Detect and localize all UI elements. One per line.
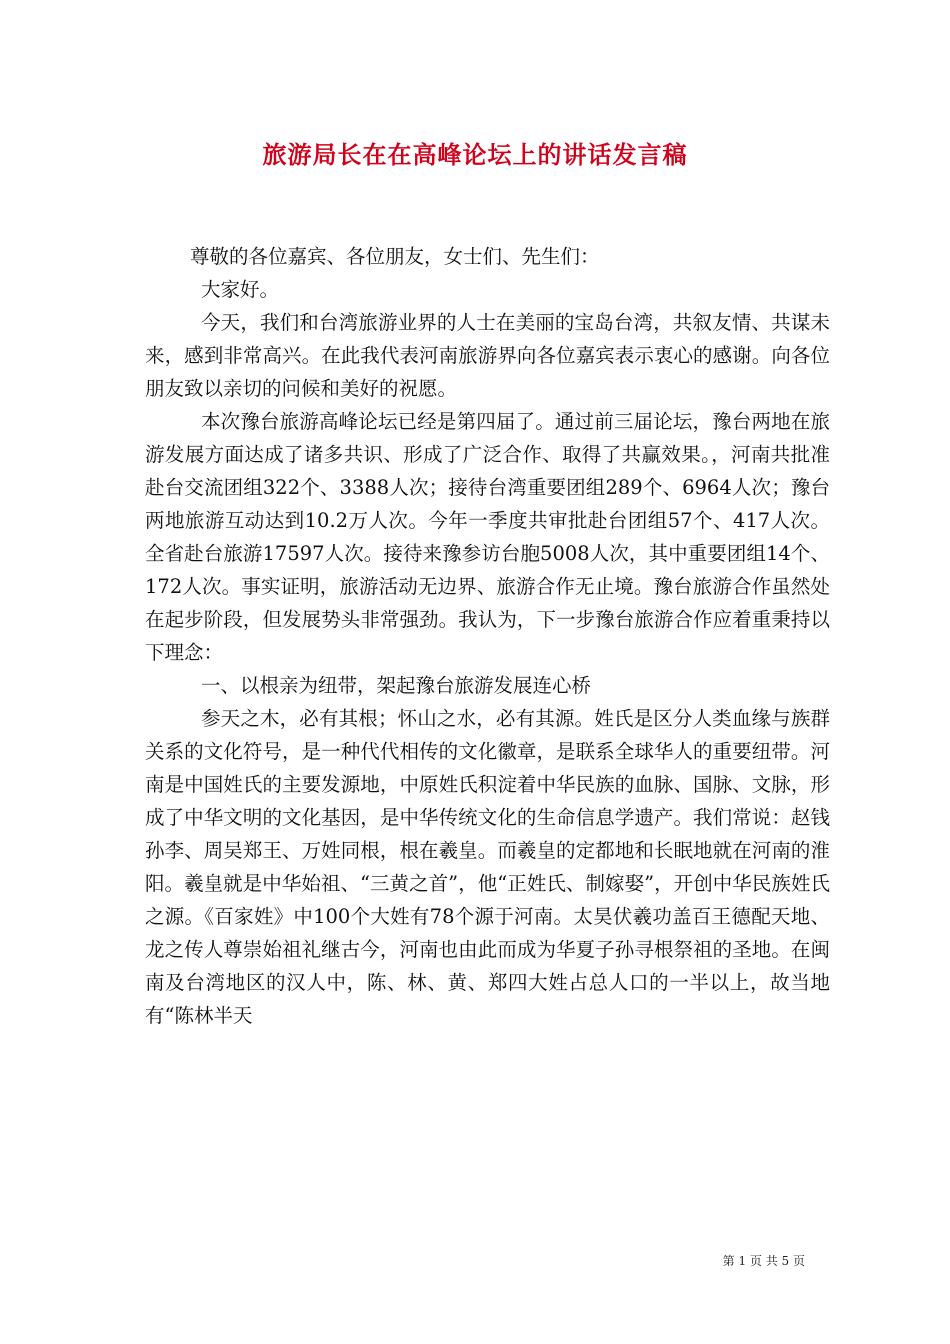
paragraph-1: 今天，我们和台湾旅游业界的人士在美丽的宝岛台湾，共叙友情、共谋未来，感到非常高兴。在此我代表河南旅游界向各位嘉宾表示衷心的感谢。向各位朋友致以亲切的问候和美好的祝愿。	[145, 311, 830, 400]
section-heading: 一、以根亲为纽带，架起豫台旅游发展连心桥	[201, 674, 592, 697]
document-body	[145, 240, 830, 1032]
document-title: 旅游局长在在高峰论坛上的讲话发言稿	[262, 140, 688, 169]
paragraph-2: 本次豫台旅游高峰论坛已经是第四届了。通过前三届论坛，豫台两地在旅游发展方面达成了诸多共识、形成了广泛合作、取得了共赢效果。，河南共批准赴台交流团组322个、3388人次；接待台湾重要团组289个、6964人次；豫台两地旅游互动达到10.2万人次。今年一季度共审批赴台团组57个、417人次。全省赴台旅游17597人次。接待来豫参访台胞5008人次，其中重要团组14个、172人次。事实证明，旅游活动无边界、旅游合作无止境。豫台旅游合作虽然处在起步阶段，但发展势头非常强劲。我认为，下一步豫台旅游合作应着重秉持以下理念：	[145, 410, 830, 664]
page-number: 第 1 页 共 5 页	[722, 1254, 805, 1268]
section-paragraph: 参天之木，必有其根；怀山之水，必有其源。姓氏是区分人类血缘与族群关系的文化符号，是一种代代相传的文化徽章，是联系全球华人的重要纽带。河南是中国姓氏的主要发源地，中原姓氏积淀着中华民族的血脉、国脉、文脉，形成了中华文明的文化基因，是中华传统文化的生命信息学遗产。我们常说：赵钱孙李、周吴郑王、万姓同根，根在羲皇。而羲皇的定都地和长眠地就在河南的淮阳。羲皇就是中华始祖、“三黄之首”，他“正姓氏、制嫁娶”，开创中华民族姓氏之源。《百家姓》中100个大姓有78个源于河南。太昊伏羲功盖百王德配天地、龙之传人尊崇始祖礼继古今，河南也由此而成为华夏子孙寻根祭祖的圣地。在闽南及台湾地区的汉人中，陈、林、黄、郑四大姓占总人口的一半以上，故当地有“陈林半天	[145, 707, 830, 1027]
greeting: 大家好。	[201, 278, 280, 301]
salutation: 尊敬的各位嘉宾、各位朋友，女士们、先生们：	[190, 245, 600, 268]
